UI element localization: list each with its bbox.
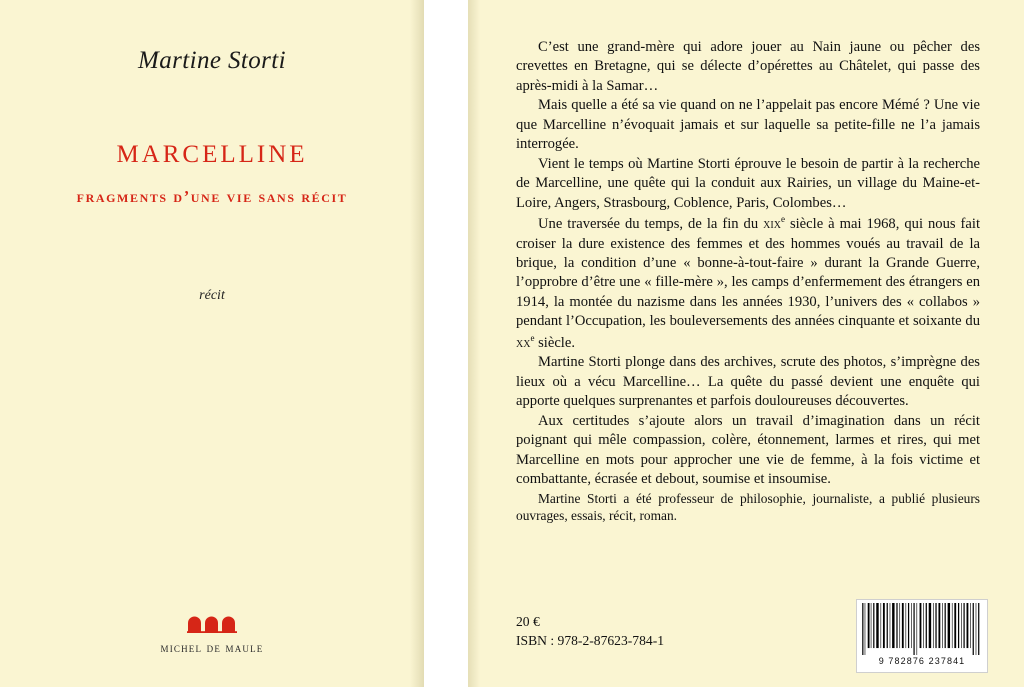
blurb-paragraph: Mais quelle a été sa vie quand on ne l’appelait pas encore Mémé ? Une vie que Marcelline n’évoquait jamais et sur laquelle sa petite-fille ne l’a jamais interrogée. — [516, 97, 980, 153]
back-cover — [468, 0, 1024, 687]
cover-edge-shadow — [410, 0, 424, 687]
book-title: marcelline — [116, 131, 308, 170]
barcode-bars-icon — [861, 603, 983, 655]
book-genre: récit — [199, 288, 225, 303]
blurb-paragraph: C’est une grand-mère qui adore jouer au Nain jaune ou pêcher des crevettes en Bretagne, qui se délecte d’opérettes au Châtelet, qui passe des après-midi à la Samar… — [516, 39, 980, 94]
publisher-block — [0, 615, 424, 657]
isbn-label: ISBN : 978-2-87623-784-1 — [516, 633, 665, 649]
blurb-paragraph: Aux certitudes s’ajoute alors un travail d’imagination dans un récit poignant qui mêle compassion, colère, étonnement, larmes et rires, qui met Marcelline en mots pour approcher une vie de femme, à la fois victime et combattante, écrasée et debout, soumise et insoumise. — [516, 412, 980, 488]
blurb-paragraph: Martine Storti plonge dans des archives, scrute des photos, s’imprègne des lieux où a vécu Marcelline… La quête du passé devient une enquête qui apporte quelques surprenantes et parfois douloureuses découvertes. — [516, 354, 980, 410]
blurb-paragraph: Vient le temps où Martine Storti éprouve le besoin de partir à la recherche de Marcelline, une quête qui la conduit aux Rairies, un village du Maine-et-Loire, Angers, Strasbourg, Coblence, Paris, Colombes… — [516, 155, 980, 211]
publisher-name: michel de maule — [160, 640, 264, 655]
book-subtitle: fragments d’une vie sans récit — [76, 187, 348, 206]
backcover-edge-shadow — [468, 0, 480, 687]
barcode-digits: 9 782876 237841 — [878, 656, 966, 666]
price-isbn-block — [516, 612, 664, 651]
price-label: 20 € — [516, 613, 540, 629]
spread-gutter — [424, 0, 468, 687]
author-bio: Martine Storti a été professeur de philosophie, journaliste, a publié plusieurs ouvrages, essais, récit, roman. — [516, 490, 980, 524]
back-cover-blurb — [516, 38, 980, 525]
three-arches-icon — [186, 615, 238, 633]
front-cover — [0, 0, 424, 687]
author-name: Martine Storti — [138, 47, 286, 74]
barcode — [856, 599, 988, 673]
blurb-paragraph: Une traversée du temps, de la fin du xix$^e$ siècle à mai 1968, qui nous fait croiser la dure existence des femmes et des hommes voués au travail de la brique, la condition d’une « bonne-à-tout-faire » durant la Grande Guerre, l’opprobre d’être une « fille-mère », les camps d’enfermement des étrangers en 1914, la montée du nazisme dans les années 1930, l’univers des « collabos » pendant l’Occupation, les bouleversements des années cinquante et soixante du $xx^e$ siècle. — [516, 214, 981, 351]
